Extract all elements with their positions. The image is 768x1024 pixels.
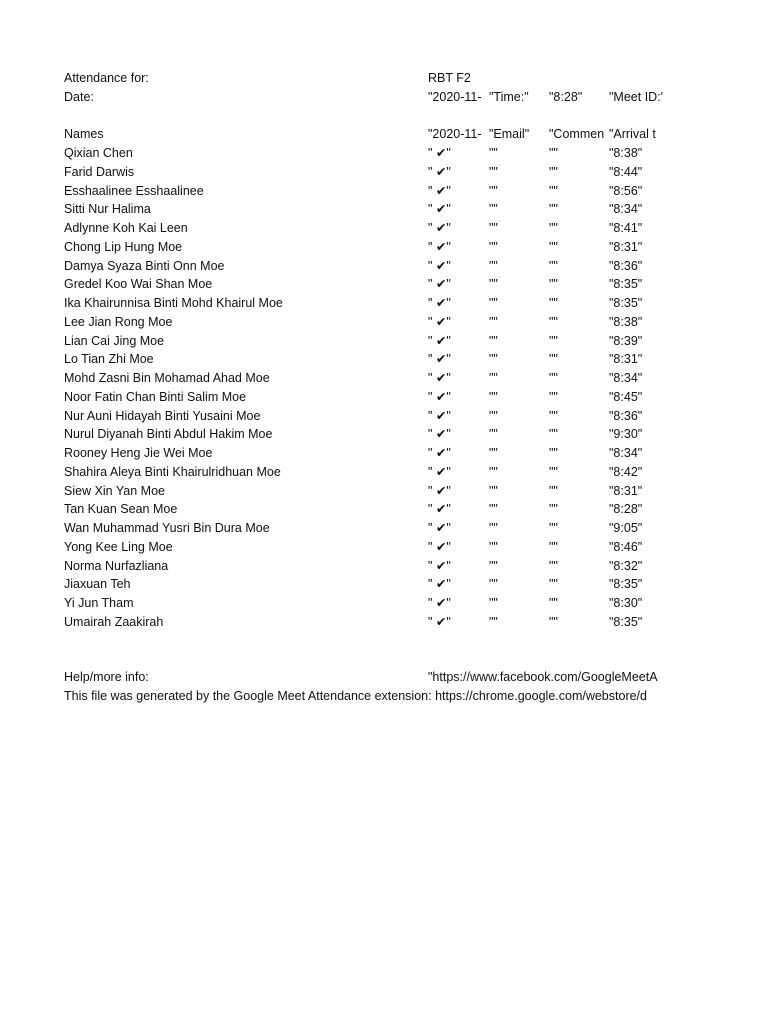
table-row <box>0 557 768 576</box>
student-name: Mohd Zasni Bin Mohamad Ahad Moe <box>64 371 270 385</box>
student-name: Ika Khairunnisa Binti Mohd Khairul Moe <box>64 296 283 310</box>
email-cell: "" <box>489 577 498 592</box>
student-name: Tan Kuan Sean Moe <box>64 502 178 517</box>
column-header-row <box>0 125 768 144</box>
table-row <box>0 463 768 482</box>
table-row <box>0 388 768 407</box>
arrival-time: "8:30" <box>609 596 643 610</box>
table-row <box>0 219 768 238</box>
present-checkmark: " ✔" <box>428 464 451 479</box>
arrival-time: "8:35" <box>609 577 643 592</box>
comment-cell: "" <box>549 389 558 404</box>
present-checkmark: " ✔" <box>428 502 451 517</box>
email-cell: "" <box>489 483 498 498</box>
present-checkmark: " ✔" <box>428 352 451 367</box>
student-name: Gredel Koo Wai Shan Moe <box>64 277 213 292</box>
present-checkmark: " ✔" <box>428 389 451 404</box>
arrival-time: "8:45" <box>609 389 643 404</box>
email-cell: "" <box>489 258 498 273</box>
student-name: Chong Lip Hung Moe <box>64 239 183 254</box>
attendance-for-label: Attendance for: <box>64 71 149 85</box>
present-checkmark: " ✔" <box>428 521 451 535</box>
student-name: Qixian Chen <box>64 146 133 160</box>
present-checkmark: " ✔" <box>428 221 451 235</box>
time-value: "8:28" <box>549 90 583 104</box>
student-name: Sitti Nur Halima <box>64 202 151 217</box>
comment-column-header: "Commen <box>549 127 605 141</box>
table-row <box>0 332 768 351</box>
email-cell: "" <box>489 221 498 235</box>
student-name: Wan Muhammad Yusri Bin Dura Moe <box>64 521 270 535</box>
comment-cell: "" <box>549 258 558 273</box>
present-checkmark: " ✔" <box>428 539 451 554</box>
email-cell: "" <box>489 408 498 423</box>
attendance-for-value: RBT F2 <box>428 71 471 85</box>
arrival-time: "8:39" <box>609 333 643 348</box>
help-label: Help/more info: <box>64 670 149 684</box>
student-name: Yong Kee Ling Moe <box>64 539 173 554</box>
table-row <box>0 519 768 538</box>
present-checkmark: " ✔" <box>428 427 451 442</box>
arrival-time: "8:32" <box>609 558 643 573</box>
email-cell: "" <box>489 596 498 610</box>
student-name: Noor Fatin Chan Binti Salim Moe <box>64 389 247 404</box>
table-row <box>0 238 768 257</box>
comment-cell: "" <box>549 577 558 592</box>
email-cell: "" <box>489 239 498 254</box>
arrival-time: "8:31" <box>609 483 643 498</box>
student-name: Nurul Diyanah Binti Abdul Hakim Moe <box>64 427 273 442</box>
arrival-time: "8:44" <box>609 164 643 179</box>
arrival-time: "8:36" <box>609 408 643 423</box>
table-row <box>0 500 768 519</box>
email-cell: "" <box>489 464 498 479</box>
present-checkmark: " ✔" <box>428 239 451 254</box>
table-row <box>0 313 768 332</box>
present-checkmark: " ✔" <box>428 258 451 273</box>
present-checkmark: " ✔" <box>428 577 451 592</box>
arrival-time: "8:28" <box>609 502 643 517</box>
arrival-time: "8:31" <box>609 239 643 254</box>
student-name: Yi Jun Tham <box>64 596 134 610</box>
email-cell: "" <box>489 521 498 535</box>
student-name: Damya Syaza Binti Onn Moe <box>64 258 225 273</box>
comment-cell: "" <box>549 408 558 423</box>
present-checkmark: " ✔" <box>428 277 451 292</box>
arrival-time: "8:38" <box>609 146 643 160</box>
email-cell: "" <box>489 539 498 554</box>
table-row <box>0 182 768 201</box>
comment-cell: "" <box>549 277 558 292</box>
present-checkmark: " ✔" <box>428 202 451 217</box>
table-row <box>0 257 768 276</box>
present-checkmark: " ✔" <box>428 596 451 610</box>
student-name: Lian Cai Jing Moe <box>64 333 165 348</box>
arrival-time: "8:41" <box>609 221 643 235</box>
date-row <box>0 88 768 107</box>
comment-cell: "" <box>549 483 558 498</box>
email-cell: "" <box>489 352 498 367</box>
table-row <box>0 350 768 369</box>
arrival-time: "8:38" <box>609 314 643 329</box>
student-name: Shahira Aleya Binti Khairulridhuan Moe <box>64 464 281 479</box>
arrival-time: "8:56" <box>609 183 643 198</box>
arrival-time: "8:36" <box>609 258 643 273</box>
comment-cell: "" <box>549 427 558 442</box>
email-cell: "" <box>489 614 498 629</box>
date-label: Date: <box>64 90 94 104</box>
present-checkmark: " ✔" <box>428 408 451 423</box>
date-column-header: "2020-11- <box>428 127 482 141</box>
email-cell: "" <box>489 558 498 573</box>
student-name: Lee Jian Rong Moe <box>64 314 173 329</box>
table-row <box>0 144 768 163</box>
email-cell: "" <box>489 146 498 160</box>
arrival-time: "9:05" <box>609 521 643 535</box>
student-name: Farid Darwis <box>64 164 135 179</box>
present-checkmark: " ✔" <box>428 446 451 460</box>
meet-id-label: "Meet ID:' <box>609 90 664 104</box>
comment-cell: "" <box>549 146 558 160</box>
arrival-time: "8:34" <box>609 202 643 217</box>
table-row <box>0 444 768 463</box>
comment-cell: "" <box>549 614 558 629</box>
comment-cell: "" <box>549 352 558 367</box>
table-row <box>0 163 768 182</box>
table-row <box>0 294 768 313</box>
email-cell: "" <box>489 277 498 292</box>
arrival-time: "8:42" <box>609 464 643 479</box>
email-cell: "" <box>489 333 498 348</box>
comment-cell: "" <box>549 558 558 573</box>
table-row <box>0 613 768 632</box>
arrival-time: "8:46" <box>609 539 643 554</box>
table-row <box>0 482 768 501</box>
arrival-time: "8:34" <box>609 446 643 460</box>
student-list <box>0 144 768 632</box>
student-name: Lo Tian Zhi Moe <box>64 352 154 367</box>
email-cell: "" <box>489 164 498 179</box>
table-row <box>0 425 768 444</box>
table-row <box>0 275 768 294</box>
date-value: "2020-11- <box>428 90 482 104</box>
comment-cell: "" <box>549 521 558 535</box>
arrival-time: "9:30" <box>609 427 643 442</box>
student-name: Adlynne Koh Kai Leen <box>64 221 188 235</box>
time-label: "Time:" <box>489 90 529 104</box>
comment-cell: "" <box>549 239 558 254</box>
present-checkmark: " ✔" <box>428 183 451 198</box>
table-row <box>0 538 768 557</box>
email-cell: "" <box>489 296 498 310</box>
email-cell: "" <box>489 389 498 404</box>
comment-cell: "" <box>549 164 558 179</box>
present-checkmark: " ✔" <box>428 296 451 310</box>
arrival-time: "8:35" <box>609 277 643 292</box>
present-checkmark: " ✔" <box>428 146 451 160</box>
present-checkmark: " ✔" <box>428 614 451 629</box>
student-name: Jiaxuan Teh <box>64 577 131 592</box>
present-checkmark: " ✔" <box>428 483 451 498</box>
table-row <box>0 200 768 219</box>
comment-cell: "" <box>549 221 558 235</box>
email-cell: "" <box>489 183 498 198</box>
comment-cell: "" <box>549 183 558 198</box>
comment-cell: "" <box>549 202 558 217</box>
student-name: Norma Nurfazliana <box>64 558 169 573</box>
table-row <box>0 594 768 613</box>
comment-cell: "" <box>549 314 558 329</box>
email-cell: "" <box>489 502 498 517</box>
table-row <box>0 575 768 594</box>
student-name: Esshaalinee Esshaalinee <box>64 183 204 198</box>
present-checkmark: " ✔" <box>428 371 451 385</box>
arrival-time: "8:34" <box>609 371 643 385</box>
comment-cell: "" <box>549 446 558 460</box>
student-name: Nur Auni Hidayah Binti Yusaini Moe <box>64 408 261 423</box>
email-cell: "" <box>489 446 498 460</box>
names-header: Names <box>64 127 104 141</box>
generated-note: This file was generated by the Google Meet Attendance extension: https://chrome.google.com/webstore/d <box>64 689 647 703</box>
present-checkmark: " ✔" <box>428 164 451 179</box>
present-checkmark: " ✔" <box>428 314 451 329</box>
student-name: Rooney Heng Jie Wei Moe <box>64 446 213 460</box>
arrival-time: "8:35" <box>609 296 643 310</box>
table-row <box>0 407 768 426</box>
arrival-column-header: "Arrival t <box>609 127 656 141</box>
email-column-header: "Email" <box>489 127 530 141</box>
arrival-time: "8:35" <box>609 614 643 629</box>
student-name: Siew Xin Yan Moe <box>64 483 165 498</box>
present-checkmark: " ✔" <box>428 558 451 573</box>
email-cell: "" <box>489 371 498 385</box>
present-checkmark: " ✔" <box>428 333 451 348</box>
comment-cell: "" <box>549 464 558 479</box>
table-row <box>0 369 768 388</box>
student-name: Umairah Zaakirah <box>64 614 164 629</box>
comment-cell: "" <box>549 333 558 348</box>
comment-cell: "" <box>549 296 558 310</box>
help-link[interactable]: "https://www.facebook.com/GoogleMeetA <box>428 670 658 684</box>
comment-cell: "" <box>549 502 558 517</box>
email-cell: "" <box>489 202 498 217</box>
help-row <box>0 668 768 687</box>
arrival-time: "8:31" <box>609 352 643 367</box>
attendance-for-row <box>0 69 768 88</box>
generated-row <box>0 687 768 706</box>
comment-cell: "" <box>549 596 558 610</box>
comment-cell: "" <box>549 371 558 385</box>
comment-cell: "" <box>549 539 558 554</box>
email-cell: "" <box>489 314 498 329</box>
email-cell: "" <box>489 427 498 442</box>
